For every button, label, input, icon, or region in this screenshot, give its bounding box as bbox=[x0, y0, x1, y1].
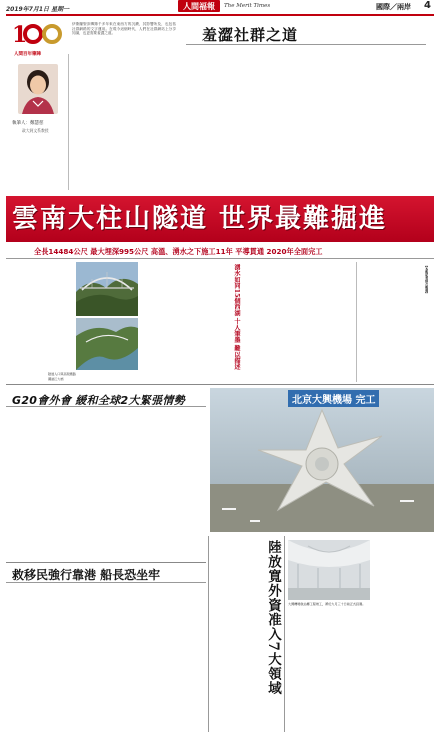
shipping-body-1 bbox=[8, 586, 56, 730]
investment-body-3 bbox=[336, 620, 382, 730]
g20-body-2 bbox=[58, 410, 106, 560]
hundred-logo-mark bbox=[8, 20, 66, 50]
main-body-col-b bbox=[198, 262, 228, 382]
author-title: 政大阿文系教授 bbox=[22, 128, 49, 133]
shipping-body-2 bbox=[58, 586, 106, 730]
author-photo bbox=[18, 64, 58, 114]
g20-body-3 bbox=[108, 410, 156, 560]
column-intro: 伊斯蘭聖訓傳錄千多年來在東西方的沉澱，其影響所及，也包括社群網路的文字運用。在現今這個時代，人們在社群網站上分享知識，也更需要羞澀之道。 bbox=[72, 22, 176, 36]
title-underline bbox=[186, 44, 426, 45]
main-body-left bbox=[8, 262, 30, 382]
column-body-3 bbox=[266, 50, 346, 190]
hundred-logo bbox=[8, 20, 66, 50]
vertical-byline: 【本報記者綜合報導】 bbox=[424, 264, 429, 295]
vertical-subheadline: 湧水如同15個西湖 十人筆墨 難以描述 bbox=[233, 264, 240, 370]
main-headline: 雲南大柱山隧道 世界最難掘進 bbox=[12, 204, 388, 234]
main-body-col-a bbox=[140, 262, 196, 382]
g20-body-1 bbox=[8, 410, 56, 560]
shipping-body-4 bbox=[158, 586, 206, 730]
main-banner bbox=[6, 196, 434, 242]
paper-logo bbox=[178, 0, 220, 12]
main-body-col-d bbox=[360, 262, 422, 382]
g20-headline: G20會外會 緩和全球2大緊張情勢 bbox=[12, 394, 185, 407]
investment-body-2 bbox=[288, 620, 332, 730]
masthead-rule bbox=[6, 14, 434, 16]
investment-body-1 bbox=[212, 536, 262, 730]
g20-body-4 bbox=[158, 410, 206, 560]
svg-text:1: 1 bbox=[12, 22, 28, 48]
investment-body-4 bbox=[386, 610, 432, 730]
author-label: 執筆人：鄭慧慈 bbox=[12, 121, 44, 126]
bridge-photo bbox=[76, 262, 138, 316]
column-title: 羞澀社群之道 bbox=[202, 26, 299, 44]
masthead-date: 2019年7月1日 星期一 bbox=[6, 6, 70, 13]
terminal-interior-photo bbox=[288, 540, 370, 600]
investment-photo-caption: 大興機場航站樓工程竣工，將於九月三十日前正式投運。 bbox=[288, 602, 366, 606]
investment-headline: 陸放寬外資准入7大領域 bbox=[265, 540, 281, 696]
photo-caption-1: 隧道入口與高架鐵路 bbox=[48, 372, 76, 376]
paper-name: 人間福報 bbox=[183, 1, 215, 11]
photo-caption-2: 瀾滄江大橋 bbox=[48, 377, 64, 381]
column-block bbox=[6, 18, 434, 194]
river-photo bbox=[76, 318, 138, 370]
investment-sidebar bbox=[374, 538, 432, 604]
paper-name-en: The Merit Times bbox=[224, 3, 271, 9]
column-body-2 bbox=[184, 50, 260, 190]
section-label: 國際／兩岸 bbox=[376, 3, 411, 11]
logo-caption: 人間百年筆陣 bbox=[14, 52, 41, 57]
column-body-4 bbox=[352, 50, 432, 190]
shipping-body-3 bbox=[108, 586, 156, 730]
airport-headline bbox=[288, 390, 379, 407]
shipping-headline: 救移民強行靠港 船長恐坐牢 bbox=[12, 568, 161, 582]
main-body-col-c bbox=[252, 262, 352, 382]
page-number: 4 bbox=[424, 0, 431, 11]
airport-photo bbox=[210, 388, 434, 532]
airport-headline-text: 北京大興機場 完工 bbox=[292, 395, 376, 406]
main-subheadline: 全長14484公尺 最大埋深995公尺 高溫、湧水之下施工11年 平導貫通 2020年全面完工 bbox=[34, 247, 323, 256]
